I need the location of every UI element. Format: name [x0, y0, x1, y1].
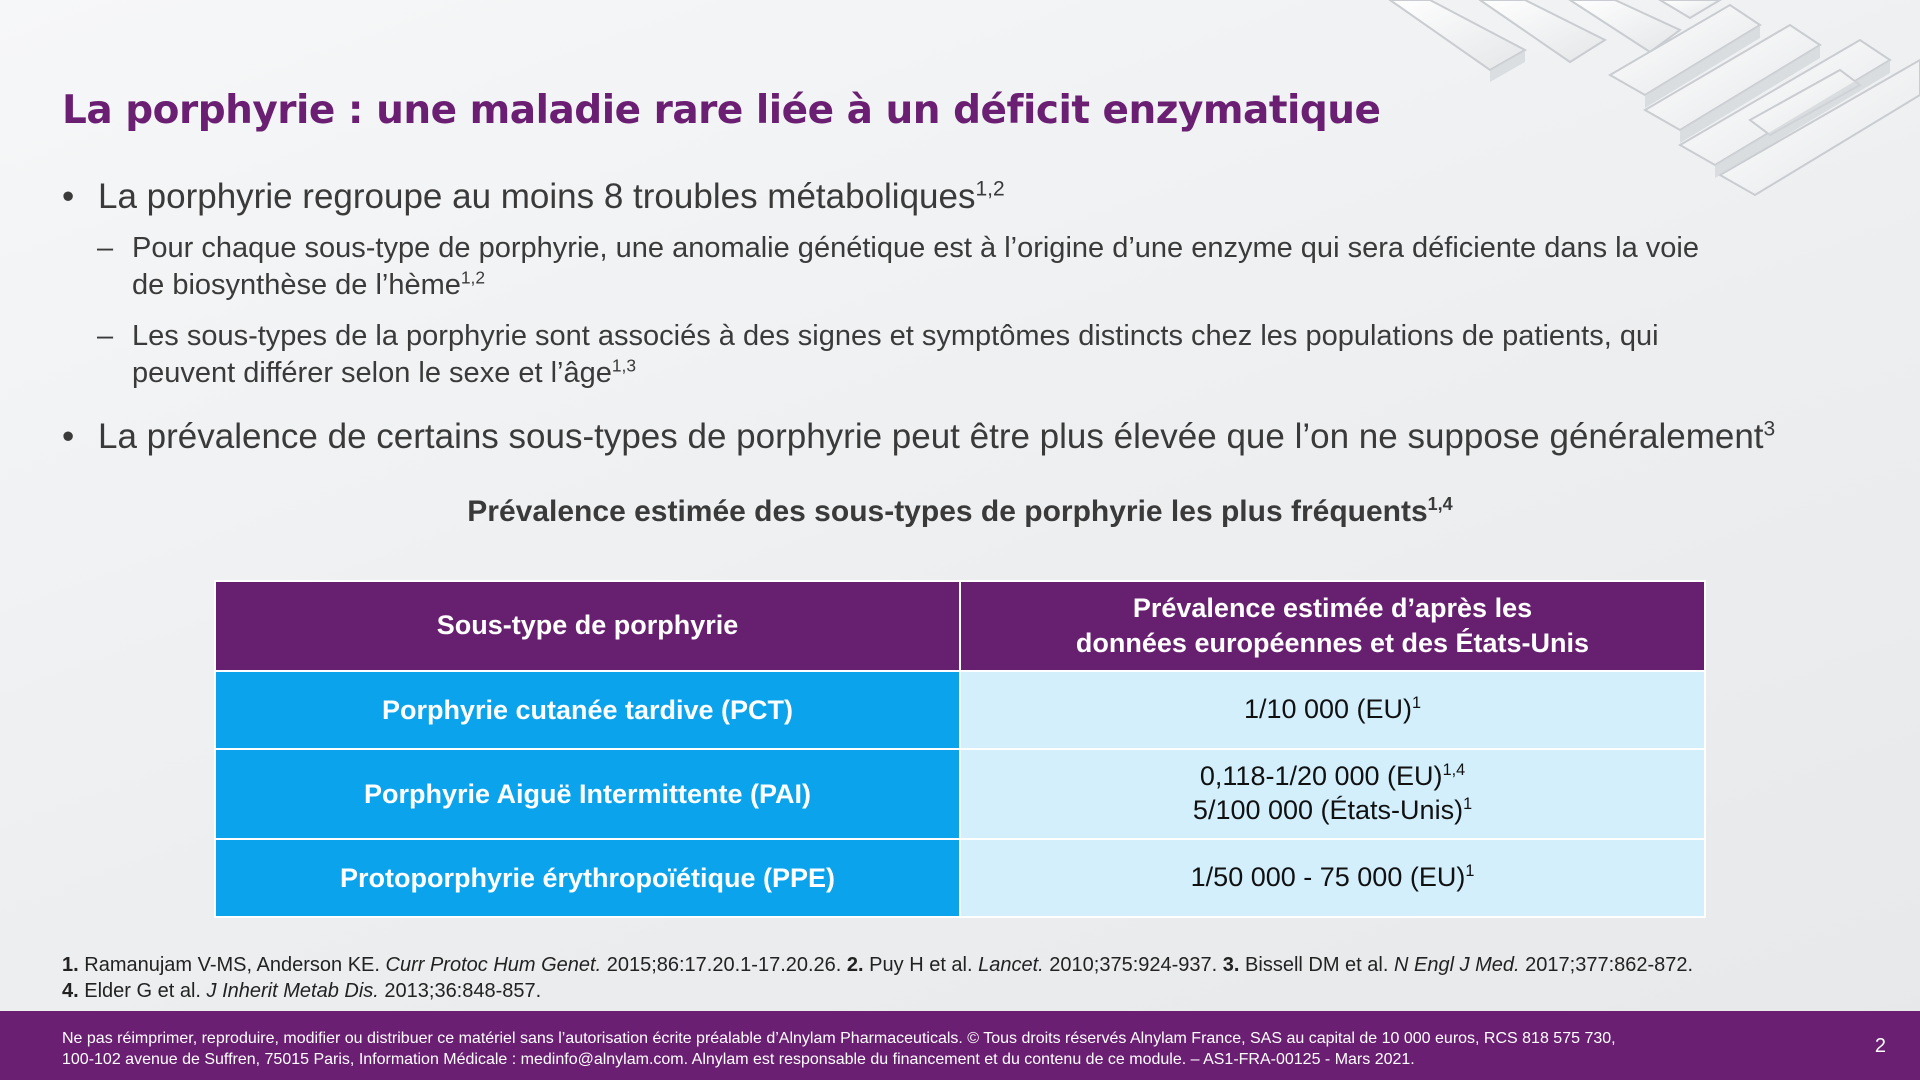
table-row: [215, 749, 1705, 839]
prevalence-cell: 0,118-1/20 000 (EU)$^{1,4}$ 5/100 000 (États-Unis)$^1$: [960, 749, 1705, 839]
bullet-metabolic-disorders: • La porphyrie regroupe au moins 8 troubles métaboliques$^{1,2}$: [62, 176, 1862, 218]
references: [62, 952, 1902, 1004]
subtype-cell: Porphyrie Aiguë Intermittente (PAI): [215, 749, 960, 839]
prevalence-cell: 1/10 000 (EU)$^1$: [960, 671, 1705, 749]
table-row: [215, 671, 1705, 749]
bullet-prevalence: • La prévalence de certains sous-types de porphyrie peut être plus élevée que l’on ne suppose généralement$^3$: [62, 416, 1862, 458]
page-number: 2: [1874, 1035, 1886, 1057]
header-subtype: Sous-type de porphyrie: [215, 581, 960, 671]
subtype-cell: Protoporphyrie érythropoïétique (PPE): [215, 839, 960, 917]
footer-bar: [0, 1011, 1920, 1080]
sub-bullet-genetic-anomaly: – Pour chaque sous-type de porphyrie, une anomalie génétique est à l’origine d’une enzyme qui sera déficiente dans la voie de biosynthèse de l’hème$^{1,2}$: [62, 230, 1862, 304]
prevalence-cell: 1/50 000 - 75 000 (EU)$^1$: [960, 839, 1705, 917]
legal-notice: Ne pas réimprimer, reproduire, modifier ou distribuer ce matériel sans l’autorisation écrite préalable d’Alnylam Pharmaceuticals. © Tous droits réservés Alnylam France, SAS au capital de 10 000 euros, RCS 818 575 730, 100-102 avenue de Suffren, 75015 Paris, Information Médicale : medinfo@alnylam.com. Alnylam est responsable du financement et du contenu de ce module. – AS1-FRA-00125 - Mars 2021.: [62, 1030, 1616, 1068]
header-prevalence: Prévalence estimée d’après les données européennes et des États-Unis: [960, 581, 1705, 671]
references-line-2: 4. Elder G et al. J Inherit Metab Dis. 2013;36:848-857.: [62, 980, 542, 1002]
maze-illustration: [1360, 0, 1920, 200]
table-row: [215, 839, 1705, 917]
subtype-cell: Porphyrie cutanée tardive (PCT): [215, 671, 960, 749]
table-header-row: [215, 581, 1705, 671]
prevalence-table: [214, 580, 1706, 918]
references-line-1: 1. Ramanujam V-MS, Anderson KE. Curr Protoc Hum Genet. 2015;86:17.20.1-17.20.26. 2. Puy H et al. Lancet. 2010;375:924-937. 3. Bissell DM et al. N Engl J Med. 2017;377:862-872.: [62, 954, 1694, 976]
bullet-list: [62, 176, 1862, 458]
page-title: La porphyrie : une maladie rare liée à un déficit enzymatique: [62, 88, 1381, 133]
sub-bullet-subtypes-symptoms: – Les sous-types de la porphyrie sont associés à des signes et symptômes distincts chez les populations de patients, qui peuvent différer selon le sexe et l’âge$^{1,3}$: [62, 318, 1862, 392]
table-title: Prévalence estimée des sous-types de porphyrie les plus fréquents$^{1,4}$: [467, 494, 1453, 528]
